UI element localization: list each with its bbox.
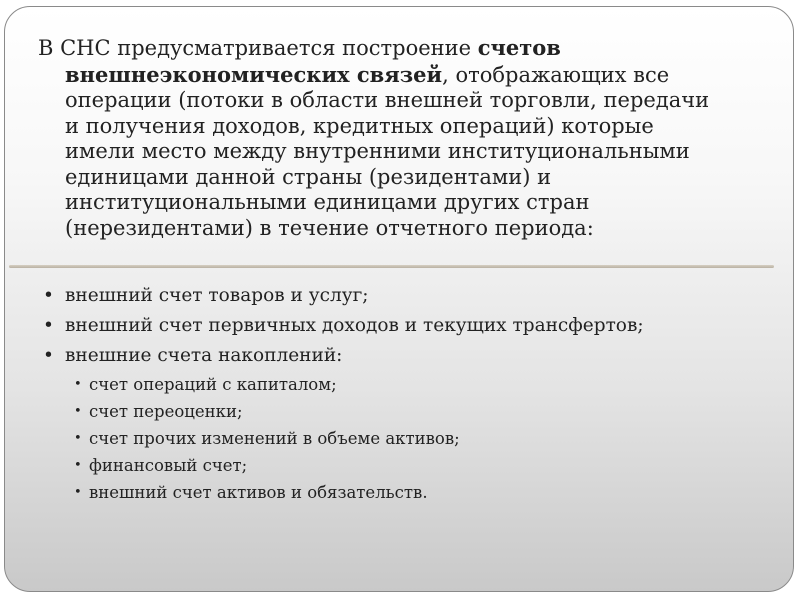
intro-line-4: и получения доходов, кредитных операций) которые bbox=[65, 113, 654, 138]
intro-line-5: имели место между внутренними институциональными bbox=[65, 139, 690, 163]
accounts-list bbox=[29, 281, 644, 506]
sublist-item-text: счет прочих изменений в объеме активов; bbox=[89, 429, 460, 448]
sublist-item-text: внешний счет активов и обязательств. bbox=[89, 483, 428, 502]
bullet-icon: • bbox=[43, 285, 54, 306]
intro-lead-text: В СНС предусматривается построение bbox=[38, 36, 478, 60]
list-item bbox=[29, 281, 644, 311]
sublist-item bbox=[29, 371, 644, 398]
intro-indented-lines bbox=[38, 62, 778, 242]
sublist-item bbox=[29, 479, 644, 506]
bullet-icon: • bbox=[74, 377, 82, 392]
intro-after-bold: , отображающих все bbox=[442, 62, 670, 87]
list-item-text: внешний счет первичных доходов и текущих трансфертов; bbox=[65, 315, 644, 336]
list-item bbox=[29, 311, 644, 341]
bullet-icon: • bbox=[74, 458, 82, 473]
bullet-icon: • bbox=[43, 345, 54, 366]
list-item-text: внешний счет товаров и услуг; bbox=[65, 285, 369, 306]
intro-bold-term-1: счетов bbox=[477, 35, 561, 60]
sublist-item-text: финансовый счет; bbox=[89, 456, 248, 475]
intro-paragraph bbox=[38, 35, 778, 241]
bullet-icon: • bbox=[74, 485, 82, 500]
intro-line-3: операции (потоки в области внешней торговли, передачи bbox=[65, 88, 710, 112]
intro-line-6: единицами данной страны (резидентами) и bbox=[65, 164, 552, 189]
intro-line-7: институциональными единицами других стран bbox=[65, 190, 590, 214]
sublist-item bbox=[29, 452, 644, 479]
bullet-icon: • bbox=[43, 315, 54, 336]
slide-panel bbox=[4, 6, 794, 592]
list-item bbox=[29, 341, 644, 371]
sublist-item-text: счет переоценки; bbox=[89, 402, 243, 421]
sublist-item bbox=[29, 425, 644, 452]
bullet-icon: • bbox=[74, 431, 82, 446]
intro-bold-term-2: внешнеэкономических связей bbox=[65, 61, 443, 87]
sublist-item bbox=[29, 398, 644, 425]
section-divider bbox=[9, 265, 774, 268]
bullet-icon: • bbox=[74, 404, 82, 419]
intro-line-8: (нерезидентами) в течение отчетного периода: bbox=[65, 215, 594, 240]
sublist-item-text: счет операций с капиталом; bbox=[89, 375, 337, 394]
list-item-text: внешние счета накоплений: bbox=[65, 345, 343, 366]
